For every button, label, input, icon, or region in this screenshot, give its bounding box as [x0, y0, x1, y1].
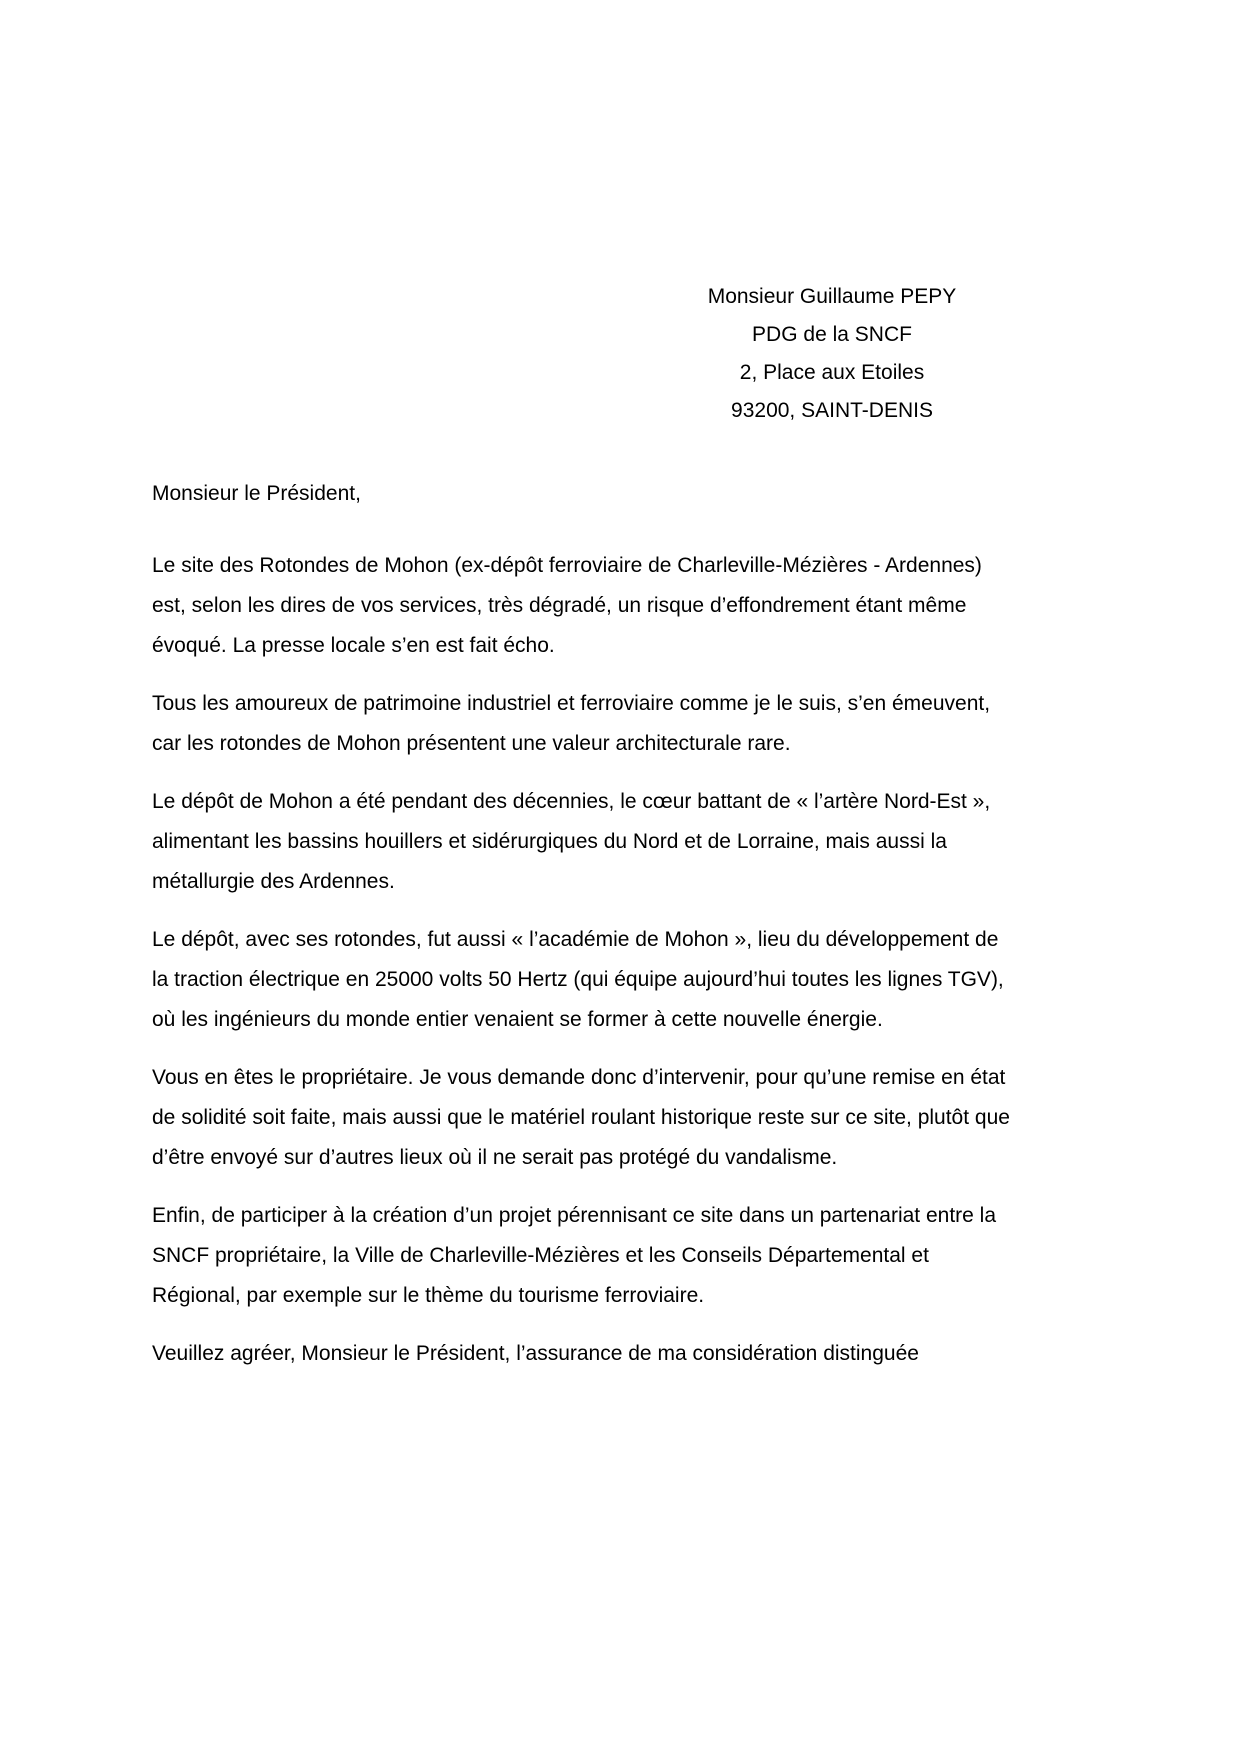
- paragraph-line: Vous en êtes le propriétaire. Je vous demande donc d’intervenir, pour qu’une remise en état: [152, 1066, 1006, 1089]
- closing-formula: [152, 1334, 1112, 1374]
- paragraph-line: évoqué. La presse locale s’en est fait écho.: [152, 634, 555, 657]
- paragraph-line: Le dépôt, avec ses rotondes, fut aussi « l’académie de Mohon », lieu du développement de: [152, 928, 999, 951]
- paragraph-line: Tous les amoureux de patrimoine industriel et ferroviaire comme je le suis, s’en émeuvent,: [152, 692, 991, 715]
- letter-paragraph: [152, 546, 1112, 666]
- letter-body: [152, 474, 1112, 1374]
- paragraph-line: Le dépôt de Mohon a été pendant des décennies, le cœur battant de « l’artère Nord-Est »,: [152, 790, 991, 813]
- paragraph-line: est, selon les dires de vos services, très dégradé, un risque d’effondrement étant même: [152, 594, 967, 617]
- recipient-title: PDG de la SNCF: [752, 323, 912, 346]
- recipient-street: 2, Place aux Etoiles: [739, 361, 925, 384]
- paragraph-line: de solidité soit faite, mais aussi que le matériel roulant historique reste sur ce site, plutôt que: [152, 1106, 1010, 1129]
- letter-paragraph: [152, 1196, 1112, 1316]
- recipient-address: [708, 278, 957, 430]
- letter-paragraph: [152, 920, 1112, 1040]
- paragraph-line: où les ingénieurs du monde entier venaient se former à cette nouvelle énergie.: [152, 1008, 883, 1031]
- paragraph-line: Le site des Rotondes de Mohon (ex-dépôt ferroviaire de Charleville-Mézières - Ardennes): [152, 554, 982, 577]
- paragraph-line: Enfin, de participer à la création d’un projet pérennisant ce site dans un partenariat entre la: [152, 1204, 997, 1227]
- paragraph-line: Régional, par exemple sur le thème du tourisme ferroviaire.: [152, 1284, 705, 1307]
- letter-paragraph: [152, 1058, 1112, 1178]
- letter-paragraph: [152, 782, 1112, 902]
- letter-paragraph: [152, 684, 1112, 764]
- paragraph-line: d’être envoyé sur d’autres lieux où il ne serait pas protégé du vandalisme.: [152, 1146, 838, 1169]
- closing-line: Veuillez agréer, Monsieur le Président, l’assurance de ma considération distinguée: [152, 1342, 919, 1365]
- salutation: Monsieur le Président,: [152, 482, 361, 505]
- paragraph-line: SNCF propriétaire, la Ville de Charleville-Mézières et les Conseils Départemental et: [152, 1244, 929, 1267]
- paragraph-line: alimentant les bassins houillers et sidérurgiques du Nord et de Lorraine, mais aussi la: [152, 830, 947, 853]
- paragraph-line: métallurgie des Ardennes.: [152, 870, 395, 893]
- recipient-city: 93200, SAINT-DENIS: [731, 399, 933, 422]
- paragraph-line: car les rotondes de Mohon présentent une valeur architecturale rare.: [152, 732, 791, 755]
- paragraph-line: la traction électrique en 25000 volts 50 Hertz (qui équipe aujourd’hui toutes les lignes TGV),: [152, 968, 1004, 991]
- recipient-name: Monsieur Guillaume PEPY: [707, 285, 957, 308]
